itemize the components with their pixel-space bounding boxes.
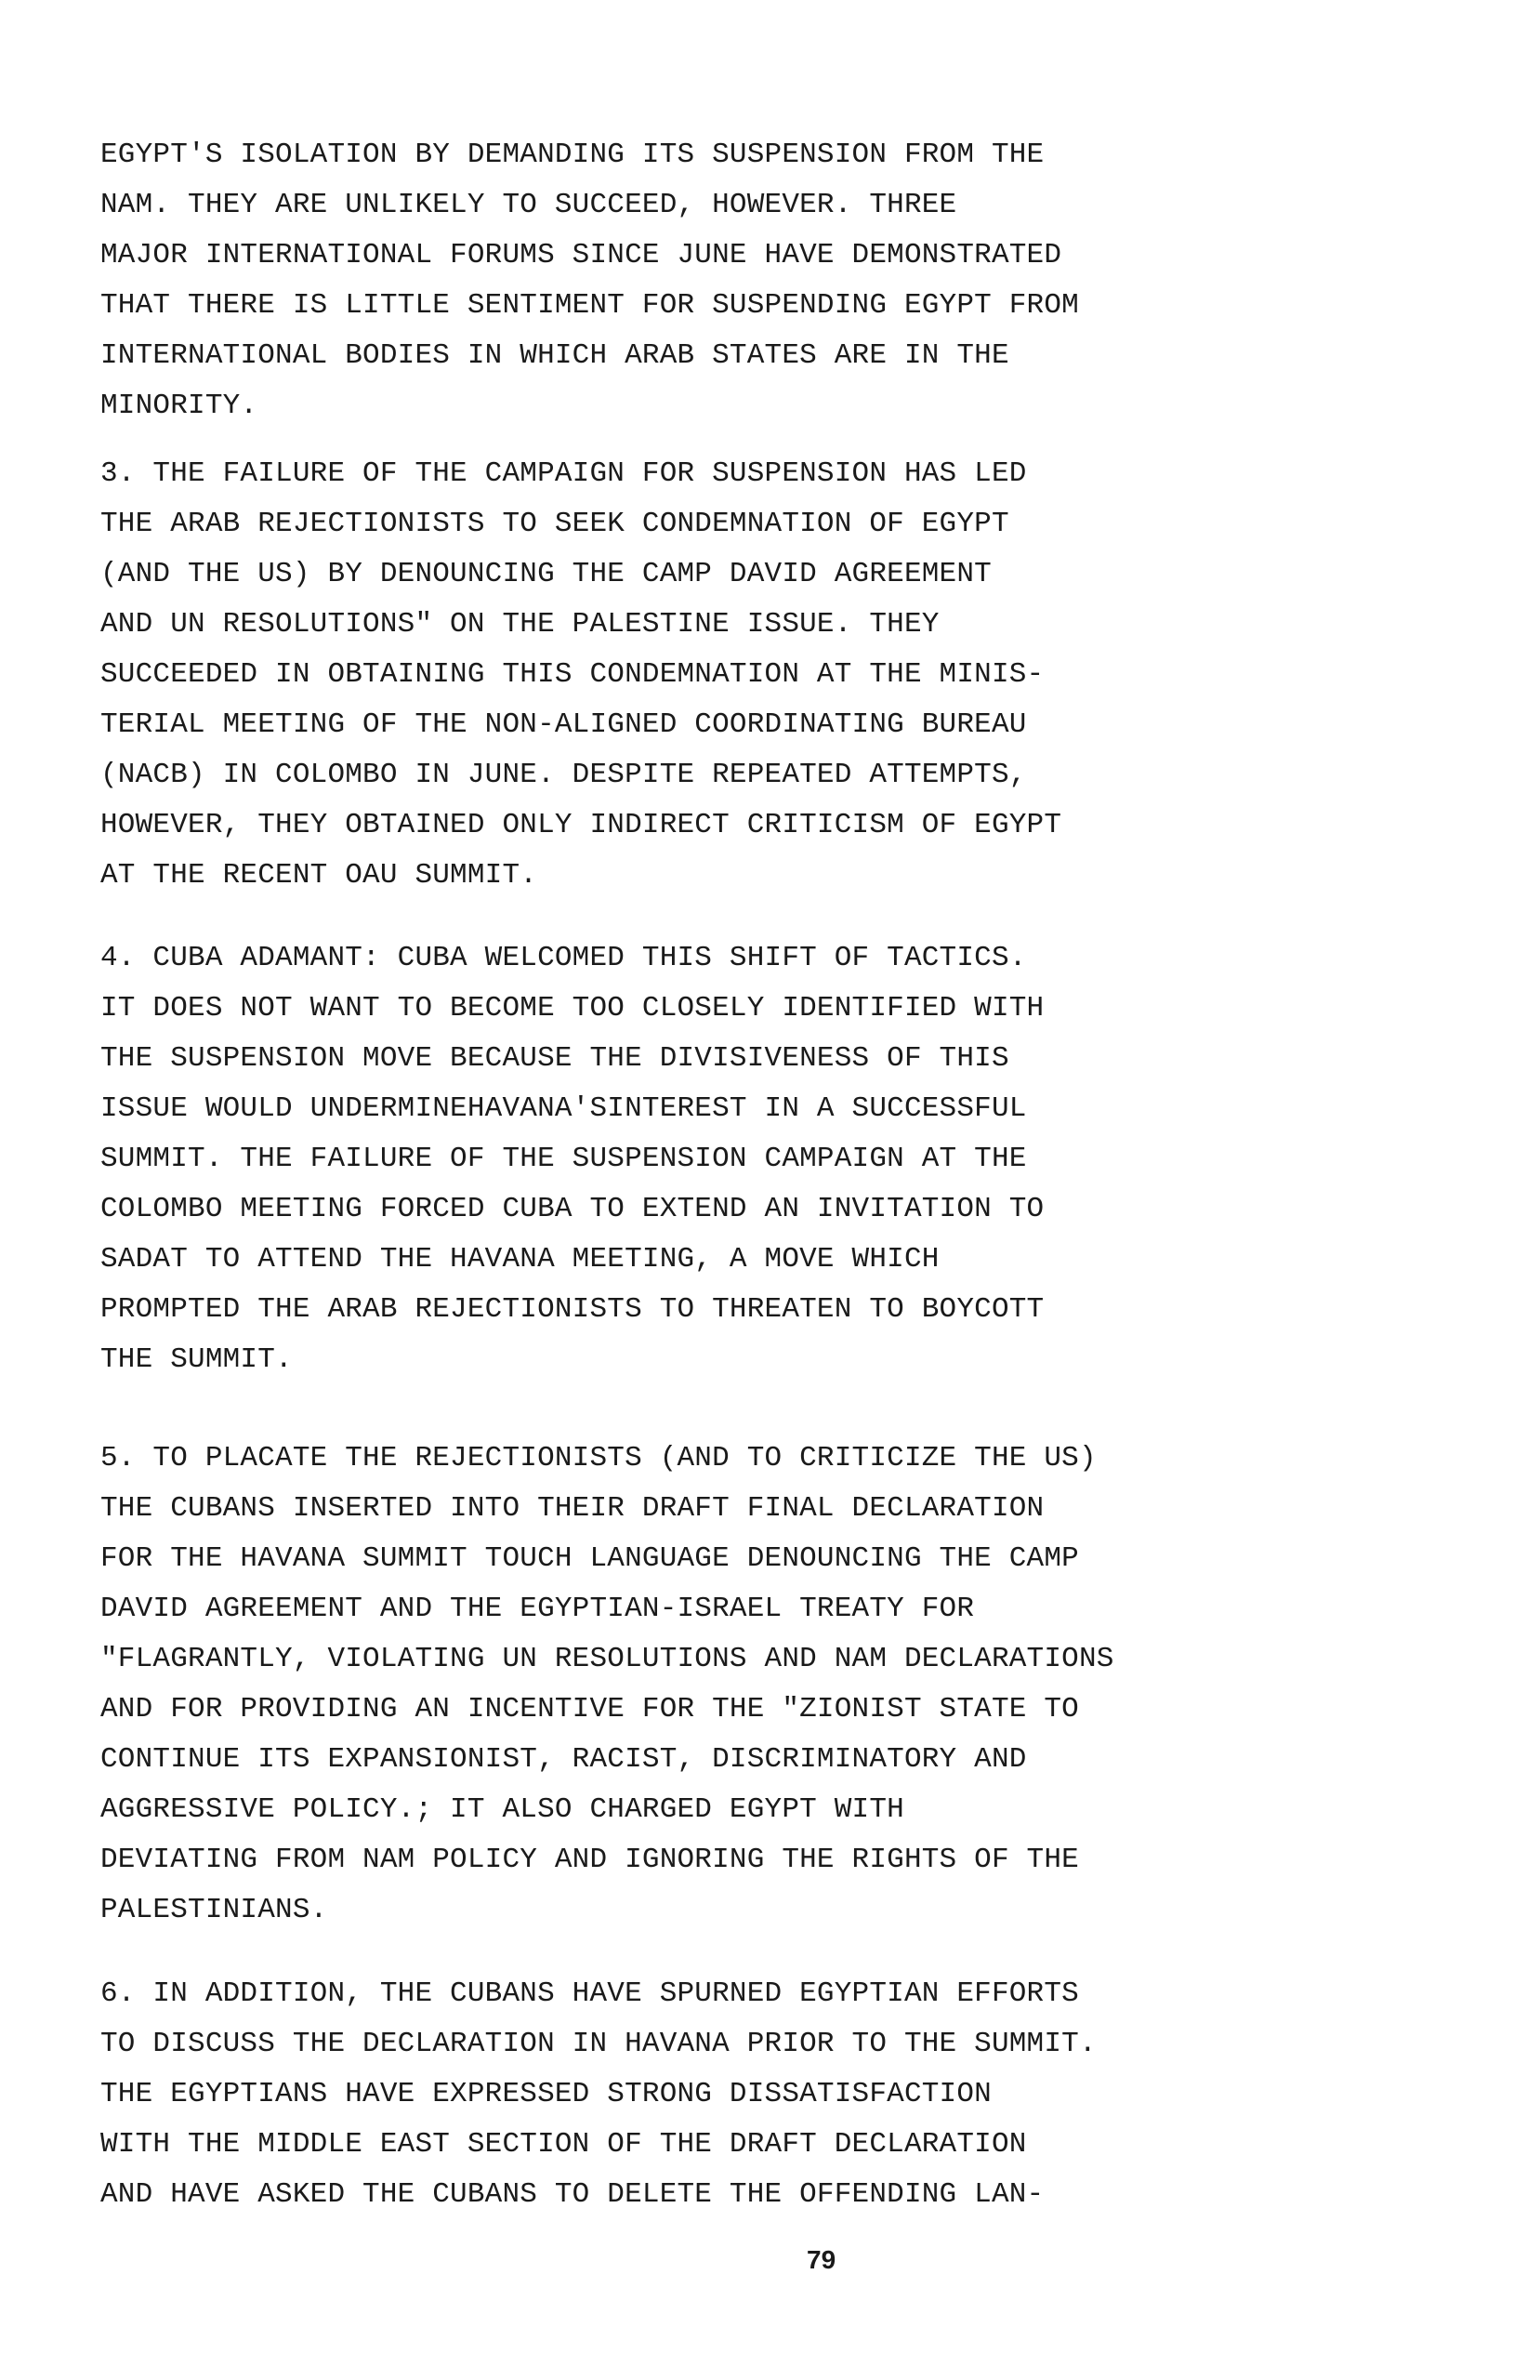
text-line: MAJOR INTERNATIONAL FORUMS SINCE JUNE HAVE DEMONSTRATED [100, 239, 1062, 271]
text-line: THE ARAB REJECTIONISTS TO SEEK CONDEMNATION OF EGYPT [100, 508, 1009, 540]
text-line: CONTINUE ITS EXPANSIONIST, RACIST, DISCRIMINATORY AND [100, 1743, 1027, 1776]
text-line: (AND THE US) BY DENOUNCING THE CAMP DAVID AGREEMENT [100, 558, 992, 590]
text-line: 5. TO PLACATE THE REJECTIONISTS (AND TO CRITICIZE THE US) [100, 1442, 1097, 1474]
text-line: THE EGYPTIANS HAVE EXPRESSED STRONG DISSATISFACTION [100, 2078, 992, 2110]
paragraph-2-continued [100, 130, 1309, 431]
text-line: "FLAGRANTLY, VIOLATING UN RESOLUTIONS AND NAM DECLARATIONS [100, 1643, 1114, 1675]
paragraph-4 [100, 933, 1309, 1385]
page-number: 79 [807, 2245, 836, 2274]
paragraph-5 [100, 1434, 1309, 1936]
text-line: DEVIATING FROM NAM POLICY AND IGNORING THE RIGHTS OF THE [100, 1844, 1079, 1876]
text-line: THE SUSPENSION MOVE BECAUSE THE DIVISIVENESS OF THIS [100, 1042, 1009, 1075]
text-line: TERIAL MEETING OF THE NON-ALIGNED COORDINATING BUREAU [100, 708, 1027, 741]
text-line: EGYPT'S ISOLATION BY DEMANDING ITS SUSPENSION FROM THE [100, 139, 1045, 171]
text-line: 4. CUBA ADAMANT: CUBA WELCOMED THIS SHIFT OF TACTICS. [100, 942, 1027, 974]
text-line: HOWEVER, THEY OBTAINED ONLY INDIRECT CRITICISM OF EGYPT [100, 809, 1062, 841]
text-line: SADAT TO ATTEND THE HAVANA MEETING, A MOVE WHICH [100, 1243, 940, 1276]
text-line: SUMMIT. THE FAILURE OF THE SUSPENSION CAMPAIGN AT THE [100, 1143, 1027, 1175]
text-line: IT DOES NOT WANT TO BECOME TOO CLOSELY IDENTIFIED WITH [100, 992, 1045, 1025]
paragraph-6 [100, 1969, 1309, 2220]
text-line: SUCCEEDED IN OBTAINING THIS CONDEMNATION AT THE MINIS- [100, 658, 1045, 691]
text-line: (NACB) IN COLOMBO IN JUNE. DESPITE REPEATED ATTEMPTS, [100, 759, 1027, 791]
text-line: ISSUE WOULD UNDERMINEHAVANA'SINTEREST IN A SUCCESSFUL [100, 1092, 1027, 1125]
text-line: AND HAVE ASKED THE CUBANS TO DELETE THE OFFENDING LAN- [100, 2178, 1045, 2211]
text-line: PALESTINIANS. [100, 1894, 328, 1926]
text-line: THE CUBANS INSERTED INTO THEIR DRAFT FINAL DECLARATION [100, 1492, 1045, 1525]
text-line: FOR THE HAVANA SUMMIT TOUCH LANGUAGE DENOUNCING THE CAMP [100, 1542, 1079, 1575]
text-line: AND FOR PROVIDING AN INCENTIVE FOR THE "ZIONIST STATE TO [100, 1693, 1079, 1726]
text-line: 3. THE FAILURE OF THE CAMPAIGN FOR SUSPENSION HAS LED [100, 457, 1027, 490]
text-line: COLOMBO MEETING FORCED CUBA TO EXTEND AN INVITATION TO [100, 1193, 1045, 1225]
text-line: TO DISCUSS THE DECLARATION IN HAVANA PRIOR TO THE SUMMIT. [100, 2028, 1097, 2060]
text-line: NAM. THEY ARE UNLIKELY TO SUCCEED, HOWEVER. THREE [100, 189, 957, 221]
text-line: AGGRESSIVE POLICY.; IT ALSO CHARGED EGYPT WITH [100, 1793, 904, 1826]
text-line: DAVID AGREEMENT AND THE EGYPTIAN-ISRAEL TREATY FOR [100, 1593, 975, 1625]
text-line: THAT THERE IS LITTLE SENTIMENT FOR SUSPENDING EGYPT FROM [100, 289, 1079, 322]
text-line: 6. IN ADDITION, THE CUBANS HAVE SPURNED EGYPTIAN EFFORTS [100, 1977, 1079, 2010]
paragraph-3 [100, 449, 1309, 901]
text-line: AT THE RECENT OAU SUMMIT. [100, 859, 538, 892]
text-line: WITH THE MIDDLE EAST SECTION OF THE DRAFT DECLARATION [100, 2128, 1027, 2161]
text-line: MINORITY. [100, 390, 258, 422]
text-line: INTERNATIONAL BODIES IN WHICH ARAB STATES ARE IN THE [100, 339, 1009, 372]
text-line: AND UN RESOLUTIONS" ON THE PALESTINE ISSUE. THEY [100, 608, 940, 641]
text-line: PROMPTED THE ARAB REJECTIONISTS TO THREATEN TO BOYCOTT [100, 1293, 1045, 1326]
text-line: THE SUMMIT. [100, 1343, 293, 1376]
